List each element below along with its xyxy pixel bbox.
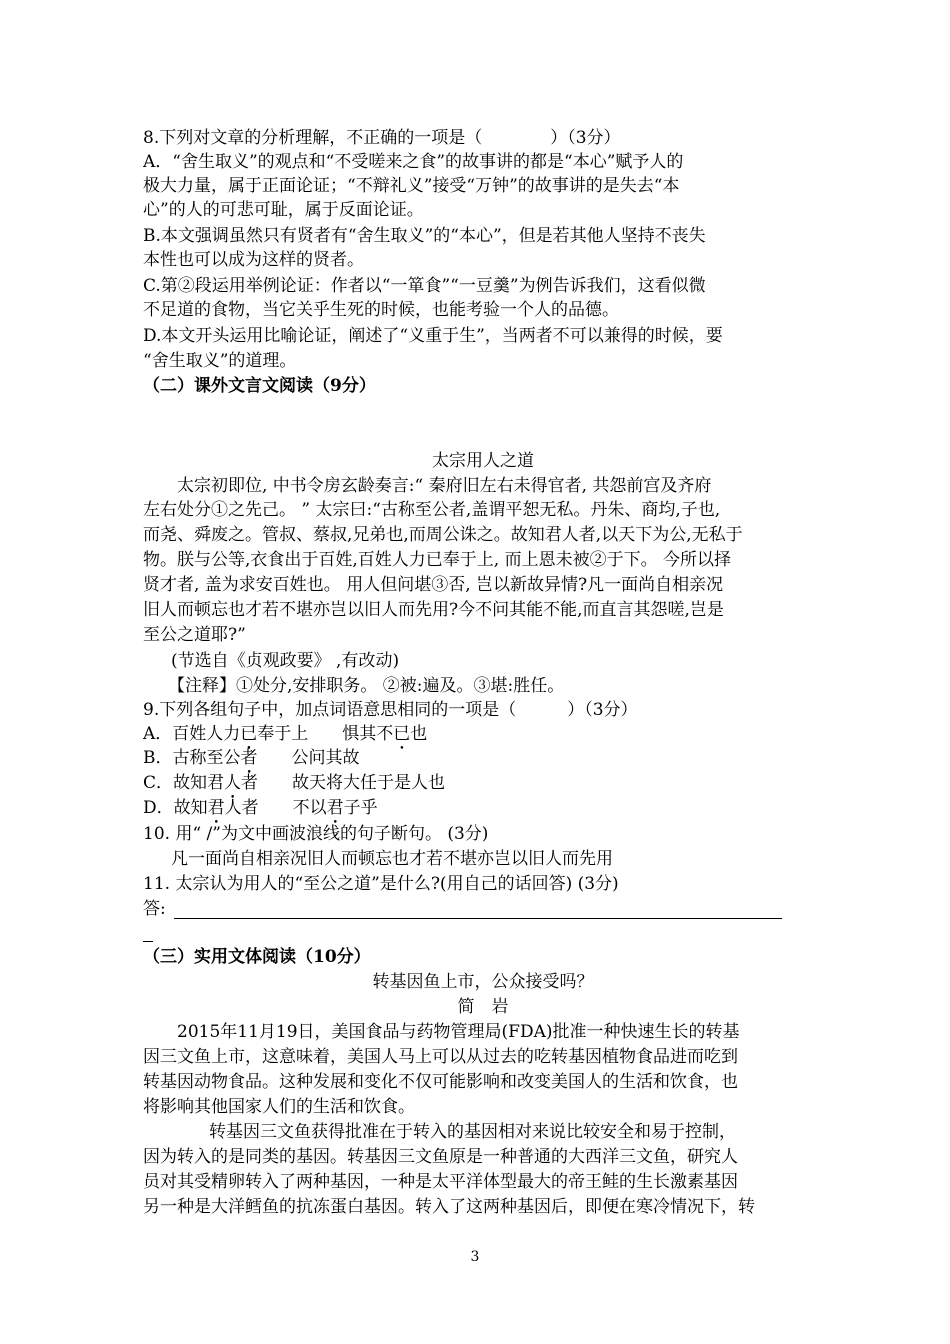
article-line: 2015年11月19日，美国食品与药物管理局(FDA)批准一种快速生长的转基 (177, 1022, 740, 1042)
q11-answer-label: 答: (143, 899, 166, 919)
q8-option-d: D.本文开头运用比喻论证，阐述了“义重于生”，当两者不可以兼得的时候，要 (143, 326, 723, 346)
q8-option-d-cont: “舍生取义”的道理。 (143, 351, 297, 371)
article-line: 另一种是大洋鳕鱼的抗冻蛋白基因。转入了这两种基因后，即便在寒冷情况下，转 (143, 1197, 755, 1217)
article-author: 简 岩 (457, 997, 509, 1017)
passage-line: 贤才者, 盖为求安百姓也。 用人但问堪③否, 岂以新故异情?凡一面尚自相亲况 (143, 575, 724, 595)
section3-heading: （三）实用文体阅读（10分） (143, 947, 371, 967)
q9-option-c: C．故知君人者 故天将大任于是人也 (143, 773, 446, 793)
q8-option-b: B.本文强调虽然只有贤者有“舍生取义”的“本心”，但是若其他人坚持不丧失 (143, 226, 706, 246)
q10-stem: 10. 用“ /”为文中画波浪线的句子断句。 (3分) (143, 824, 489, 844)
q9-option-a: A．百姓人力已奉于上 惧其不已也 (143, 724, 428, 744)
article-line: 因为转入的是同类的基因。转基因三文鱼原是一种普通的大西洋三文鱼，研究人 (143, 1147, 738, 1167)
q8-stem: 8.下列对文章的分析理解，不正确的一项是（ ）（3分） (143, 128, 621, 148)
passage-line: 太宗初即位, 中书令房玄龄奏言:“ 秦府旧左右未得官者, 共怨前宫及齐府 (177, 476, 712, 496)
article-line: 转基因动物食品。这种发展和变化不仅可能影响和改变美国人的生活和饮食，也 (143, 1072, 738, 1092)
section2-heading: （二）课外文言文阅读（9分） (143, 376, 376, 396)
passage-line: 至公之道耶?” (143, 625, 246, 645)
q9-option-d: D．故知君人者 不以君子乎 (143, 798, 378, 818)
answer-line-continuation (143, 941, 153, 942)
passage-line: 而尧、舜废之。管叔、蔡叔,兄弟也,而周公诛之。故知君人者,以天下为公,无私于 (143, 525, 743, 545)
q10-sentence: 凡一面尚自相亲况旧人而顿忘也才若不堪亦岂以旧人而先用 (171, 849, 613, 869)
passage-source: (节选自《贞观政要》 ,有改动) (171, 651, 400, 671)
passage-line: 左右处分①之先己。 ” 太宗曰:“古称至公者,盖谓平恕无私。丹朱、商均,子也, (143, 500, 721, 520)
q9-stem: 9.下列各组句子中，加点词语意思相同的一项是（ ）（3分） (143, 700, 638, 720)
q8-option-a-cont: 心”的人的可悲可耻，属于反面论证。 (143, 200, 424, 220)
passage-line: 物。朕与公等,衣食出于百姓,百姓人力已奉于上, 而上恩未被②于下。 今所以择 (143, 550, 732, 570)
passage-title: 太宗用人之道 (432, 451, 534, 471)
article-line: 转基因三文鱼获得批准在于转入的基因相对来说比较安全和易于控制， (209, 1122, 736, 1142)
article-line: 因三文鱼上市，这意味着，美国人马上可以从过去的吃转基因植物食品进而吃到 (143, 1047, 738, 1067)
article-line: 将影响其他国家人们的生活和饮食。 (143, 1097, 415, 1117)
q8-option-c-cont: 不足道的食物，当它关乎生死的时候，也能考验一个人的品德。 (143, 300, 619, 320)
q9-option-b: B．古称至公者 公问其故 (143, 748, 360, 768)
q8-option-a-cont: 极大力量，属于正面论证；“不辩礼义”接受“万钟”的故事讲的是失去“本 (143, 176, 680, 196)
article-title: 转基因鱼上市，公众接受吗？ (372, 972, 594, 992)
q11-stem: 11. 太宗认为用人的“至公之道”是什么?(用自己的话回答) (3分) (143, 874, 619, 894)
passage-notes: 【注释】①处分,安排职务。 ②被:遍及。③堪:胜任。 (168, 676, 565, 696)
article-line: 员对其受精卵转入了两种基因，一种是太平洋体型最大的帝王鲑的生长激素基因 (143, 1172, 738, 1192)
q8-option-c: C.第②段运用举例论证：作者以“一箪食”“一豆羹”为例告诉我们，这看似微 (143, 276, 706, 296)
q8-option-b-cont: 本性也可以成为这样的贤者。 (143, 250, 364, 270)
page-number: 3 (470, 1249, 480, 1265)
answer-line[interactable] (174, 918, 782, 919)
q8-option-a: A．“舍生取义”的观点和“不受嗟来之食”的故事讲的都是“本心”赋予人的 (143, 152, 684, 172)
passage-line: 旧人而顿忘也才若不堪亦岂以旧人而先用?今不问其能不能,而直言其怨嗟,岂是 (143, 600, 724, 620)
